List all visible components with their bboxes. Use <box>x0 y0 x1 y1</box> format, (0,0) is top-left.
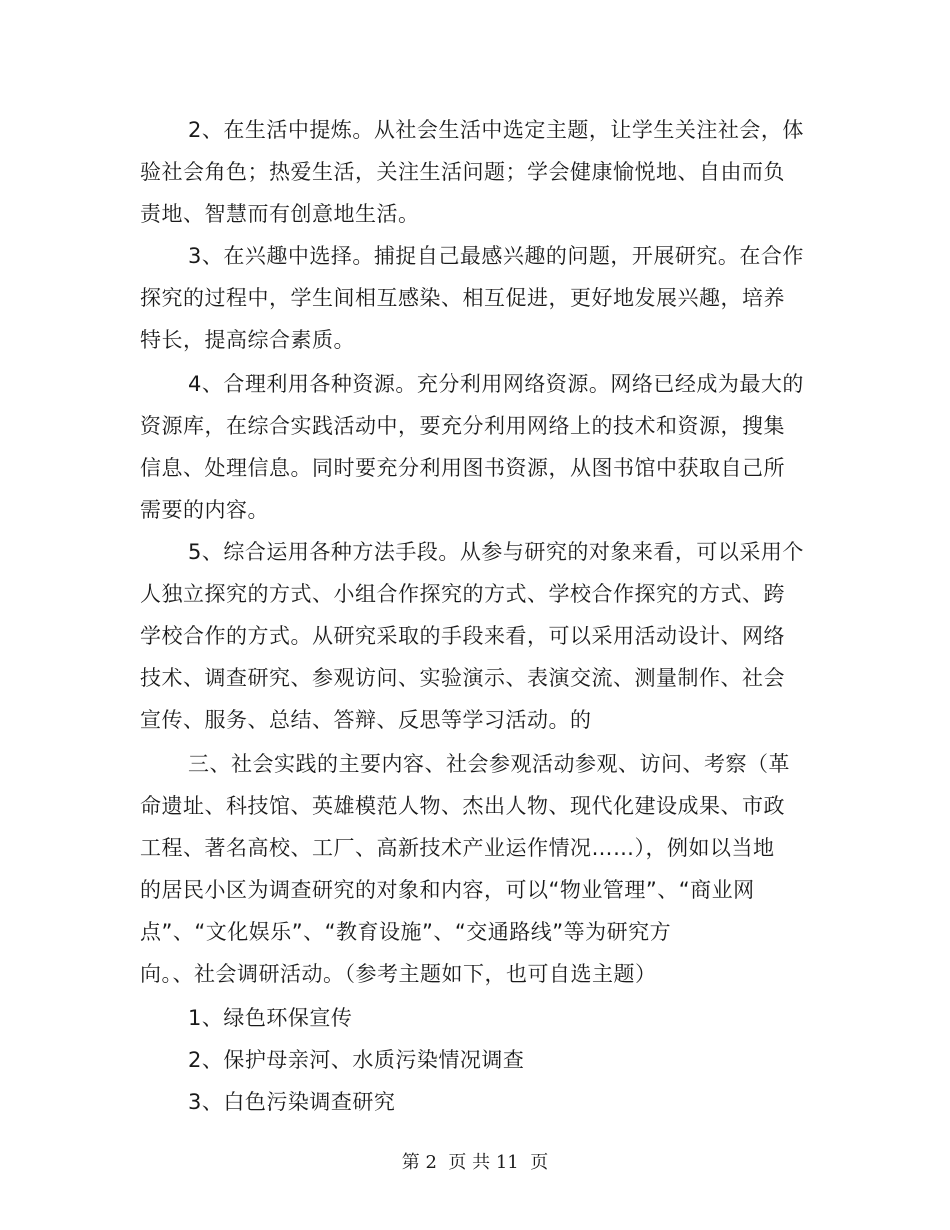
paragraph-5-line-2: 人独立探究的方式、小组合作探究的方式、学校合作探究的方式、跨 <box>140 582 785 606</box>
section-3-line-5: 点”、“文化娱乐”、“教育设施”、“交通路线”等为研究方 <box>140 920 672 944</box>
paragraph-5-line-5: 宣传、服务、总结、答辩、反思等学习活动。的 <box>140 708 592 732</box>
paragraph-5-line-3: 学校合作的方式。从研究采取的手段来看，可以采用活动设计、网络 <box>140 624 785 648</box>
paragraph-4-line-3: 信息、处理信息。同时要充分利用图书资源，从图书馆中获取自己所 <box>140 456 785 480</box>
section-3-line-3: 工程、著名高校、工厂、高新技术产业运作情况……），例如以当地 <box>140 836 775 860</box>
paragraph-3-line-2: 探究的过程中，学生间相互感染、相互促进，更好地发展兴趣，培养 <box>140 286 785 310</box>
topic-item-1: 1、绿色环保宣传 <box>188 1006 353 1030</box>
section-3-line-2: 命遗址、科技馆、英雄模范人物、杰出人物、现代化建设成果、市政 <box>140 794 785 818</box>
page-footer: 第 2 页 共 11 页 <box>401 1152 549 1173</box>
topic-item-3: 3、白色污染调查研究 <box>188 1090 396 1114</box>
paragraph-4-line-4: 需要的内容。 <box>140 498 269 522</box>
paragraph-2-line-3: 责地、智慧而有创意地生活。 <box>140 202 420 226</box>
section-3-line-6: 向。、社会调研活动。（参考主题如下，也可自选主题） <box>140 962 657 986</box>
paragraph-5-line-4: 技术、调查研究、参观访问、实验演示、表演交流、测量制作、社会 <box>140 666 785 690</box>
paragraph-2-line-1: 2、在生活中提炼。从社会生活中选定主题，让学生关注社会，体 <box>188 118 804 142</box>
paragraph-3-line-3: 特长，提高综合素质。 <box>140 328 355 352</box>
paragraph-4-line-2: 资源库，在综合实践活动中，要充分利用网络上的技术和资源，搜集 <box>140 414 785 438</box>
paragraph-5-line-1: 5、综合运用各种方法手段。从参与研究的对象来看，可以采用个 <box>188 540 804 564</box>
paragraph-2-line-2: 验社会角色；热爱生活，关注生活问题；学会健康愉悦地、自由而负 <box>140 160 785 184</box>
section-3-line-1: 三、社会实践的主要内容、社会参观活动参观、访问、考察（革 <box>188 752 790 776</box>
paragraph-4-line-1: 4、合理利用各种资源。充分利用网络资源。网络已经成为最大的 <box>188 372 804 396</box>
paragraph-3-line-1: 3、在兴趣中选择。捕捉自己最感兴趣的问题，开展研究。在合作 <box>188 244 804 268</box>
section-3-line-4: 的居民小区为调查研究的对象和内容，可以“物业管理”、“商业网 <box>140 878 755 902</box>
topic-item-2: 2、保护母亲河、水质污染情况调查 <box>188 1048 525 1072</box>
